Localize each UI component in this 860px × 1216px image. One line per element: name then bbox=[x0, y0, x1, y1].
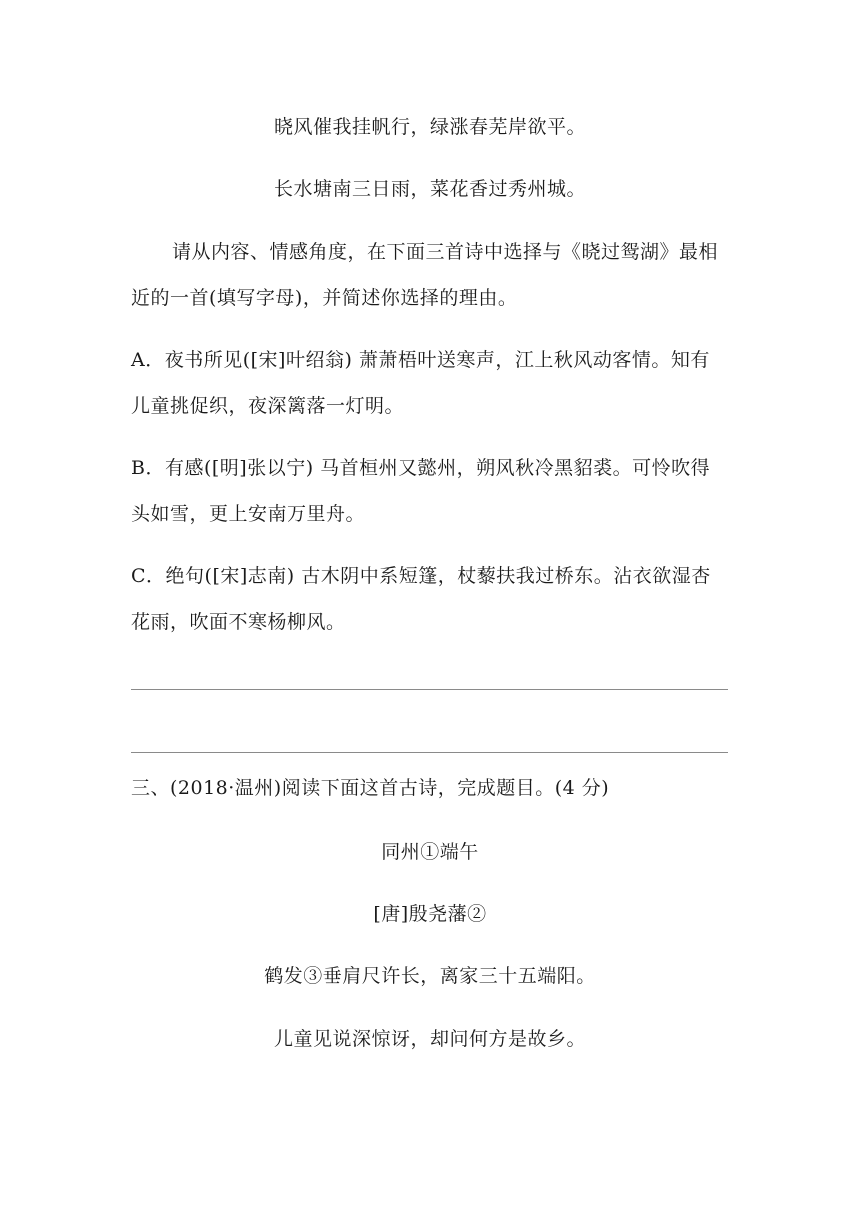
poem-author: [唐]殷尧藩② bbox=[373, 903, 487, 925]
poem-line: 鹤发③垂肩尺许长，离家三十五端阳。 bbox=[264, 965, 596, 987]
answer-line bbox=[131, 752, 728, 753]
option-b: B．有感([明]张以宁) 马首桓州又懿州，朔风秋冷黑貂裘。可怜吹得 bbox=[131, 457, 711, 479]
poem-line: 晓风催我挂帆行，绿涨春芜岸欲平。 bbox=[273, 116, 586, 138]
option-c: 花雨，吹面不寒杨柳风。 bbox=[131, 611, 346, 633]
poem-title: 同州①端午 bbox=[381, 841, 479, 863]
option-a: A．夜书所见([宋]叶绍翁) 萧萧梧叶送寒声，江上秋风动客情。知有 bbox=[131, 349, 710, 371]
poem-line: 儿童见说深惊讶，却问何方是故乡。 bbox=[273, 1028, 586, 1050]
answer-line bbox=[131, 689, 728, 690]
section-heading: 三、(2018·温州)阅读下面这首古诗，完成题目。(4 分) bbox=[131, 777, 610, 799]
question-prompt: 请从内容、情感角度，在下面三首诗中选择与《晓过鸳湖》最相 bbox=[172, 241, 719, 263]
option-c: C．绝句([宋]志南) 古木阴中系短篷，杖藜扶我过桥东。沾衣欲湿杏 bbox=[131, 565, 711, 587]
option-b: 头如雪，更上安南万里舟。 bbox=[131, 503, 366, 525]
option-a: 儿童挑促织，夜深篱落一灯明。 bbox=[131, 395, 405, 417]
question-prompt: 近的一首(填写字母)，并简述你选择的理由。 bbox=[131, 287, 518, 309]
poem-line: 长水塘南三日雨，菜花香过秀州城。 bbox=[273, 178, 586, 200]
